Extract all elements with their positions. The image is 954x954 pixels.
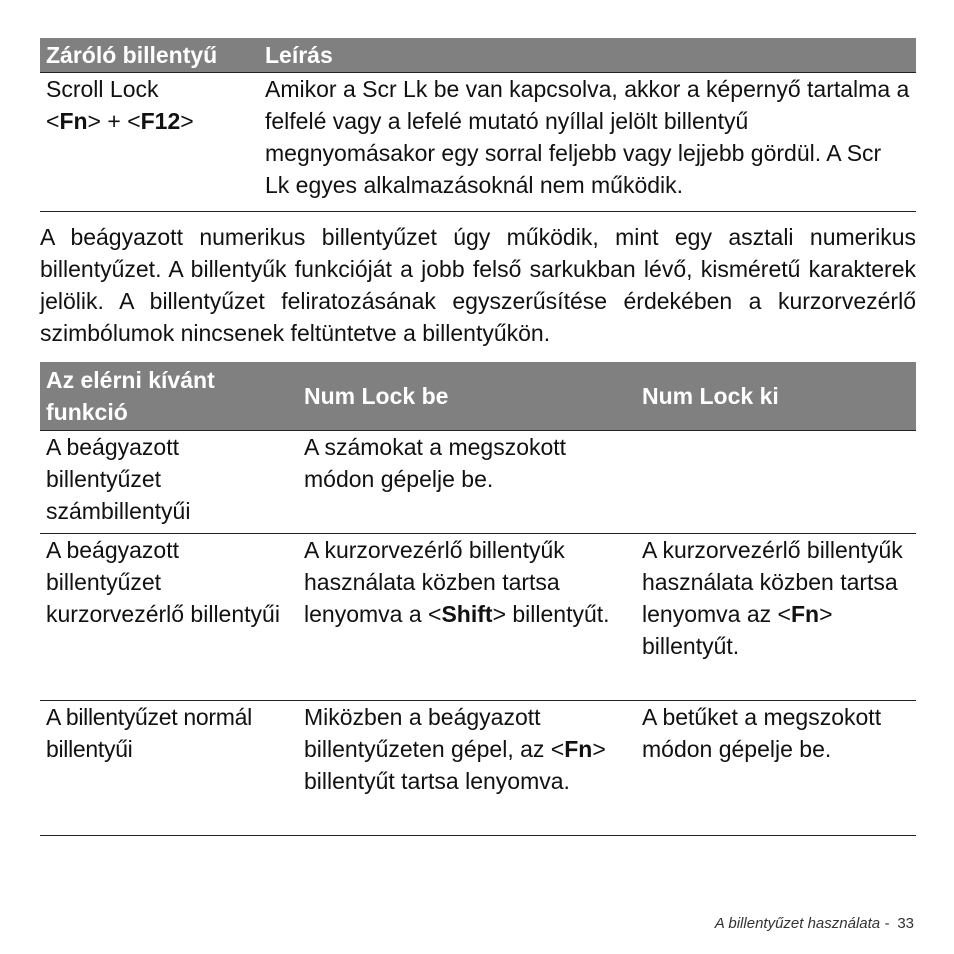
shift-key-label: Shift	[441, 601, 493, 627]
lock-keys-table	[40, 38, 916, 212]
header-numlock-on: Num Lock be	[298, 362, 636, 431]
function-cell: A beágyazott billentyűzet számbillentyűi	[40, 431, 298, 534]
function-cell: A beágyazott billentyűzet kurzorvezérlő billentyűi	[40, 534, 298, 701]
fn-key-label: Fn	[59, 108, 88, 134]
numlock-off-cell: A betűket a megszokott módon gépelje be.	[636, 701, 916, 836]
header-lock-key: Záróló billentyű	[40, 38, 259, 73]
table-row	[40, 431, 916, 534]
lock-key-name: Scroll Lock	[46, 76, 159, 102]
lock-keys-header-row	[40, 38, 916, 73]
lock-key-description: Amikor a Scr Lk be van kapcsolva, akkor a képernyő tartalma a felfelé vagy a lefelé mutató nyíllal jelölt billentyű megnyomásakor egy sorral feljebb vagy lejjebb gördül. A Scr Lk egyes alkalmazásoknál nem működik.	[259, 73, 916, 212]
numlock-table	[40, 362, 916, 836]
page-content	[40, 38, 916, 836]
page-number: 33	[897, 915, 914, 932]
function-cell: A billentyűzet normál billentyűi	[40, 701, 298, 836]
page-footer	[715, 915, 914, 932]
numlock-on-cell: A kurzorvezérlő billentyűk használata közben tartsa lenyomva a <Shift> billentyűt.	[298, 534, 636, 701]
table-row	[40, 701, 916, 836]
f12-key-label: F12	[140, 108, 181, 134]
numlock-off-cell: A kurzorvezérlő billentyűk használata közben tartsa lenyomva az <Fn> billentyűt.	[636, 534, 916, 701]
fn-key-label: Fn	[564, 736, 593, 762]
header-function: Az elérni kívánt funkció	[40, 362, 298, 431]
table-row	[40, 534, 916, 701]
lock-key-combo: <Fn> + <F12>	[46, 108, 194, 134]
header-description: Leírás	[259, 38, 916, 73]
numlock-on-cell: A számokat a megszokott módon gépelje be.	[298, 431, 636, 534]
numlock-on-cell: Miközben a beágyazott billentyűzeten gépel, az <Fn> billentyűt tartsa lenyomva.	[298, 701, 636, 836]
numlock-off-cell	[636, 431, 916, 534]
numlock-header-row	[40, 362, 916, 431]
lock-key-cell	[40, 73, 259, 212]
footer-title: A billentyűzet használata -	[714, 915, 890, 932]
table-row	[40, 73, 916, 212]
body-paragraph: A beágyazott numerikus billentyűzet úgy működik, mint egy asztali numerikus billentyűzet. A billentyűk funkcióját a jobb felső sarkukban lévő, kisméretű karakterek jelölik. A billentyűzet feliratozásának egyszerűsítése érdekében a kurzorvezérlő szimbólumok nincsenek feltüntetve a billentyűkön.	[40, 224, 916, 346]
header-numlock-off: Num Lock ki	[636, 362, 916, 431]
fn-key-label: Fn	[790, 601, 820, 627]
